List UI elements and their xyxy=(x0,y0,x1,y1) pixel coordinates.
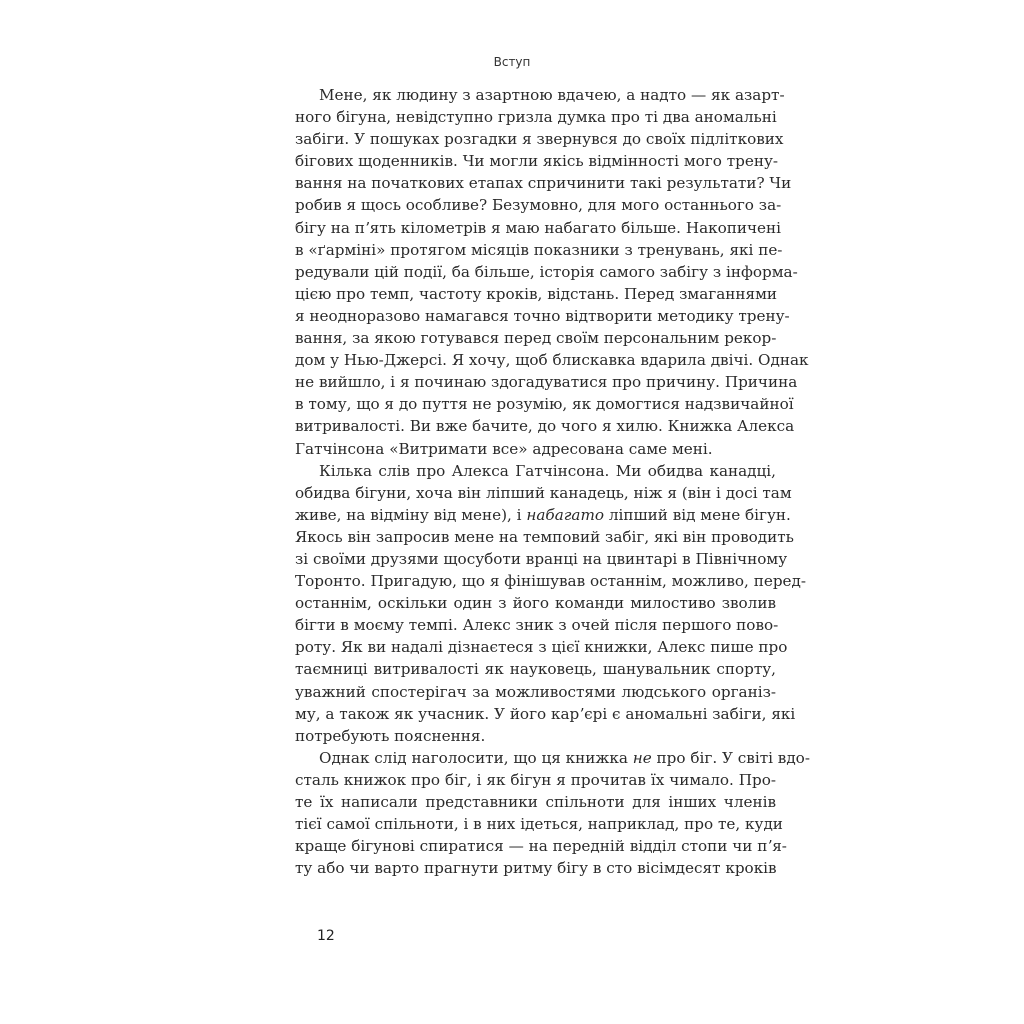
text-line: в «ґарміні» протягом місяців показники з тренувань, які пе- xyxy=(295,240,783,259)
text-line-with-emphasis xyxy=(295,747,810,769)
text-line: вання на початкових етапах спричинити такі результати? Чи xyxy=(295,174,792,193)
text-line: бігових щоденників. Чи могли якісь відмінності мого трену- xyxy=(295,152,779,171)
text-line: ного бігуна, невідступно гризла думка про ті два аномальні xyxy=(295,108,777,127)
text-segment: Однак слід наголосити, що ця книжка xyxy=(319,748,633,767)
text-line: Мене, як людину з азартною вдачею, а надто — як азарт- xyxy=(319,86,785,104)
text-line: забіги. У пошуках розгадки я звернувся до своїх підліткових xyxy=(295,130,784,149)
text-line: в тому, що я до пуття не розумію, як домогтися надзвичайної xyxy=(295,395,794,414)
text-line: я неодноразово намагався точно відтворити методику трену- xyxy=(295,306,790,325)
paragraph-3 xyxy=(295,747,810,880)
text-line: бігу на пʼять кілометрів я маю набагато більше. Накопичені xyxy=(295,218,782,237)
text-line: дом у Нью-Джерсі. Я хочу, щоб блискавка вдарила двічі. Однак xyxy=(295,351,809,370)
text-line: витривалості. Ви вже бачите, до чого я хилю. Книжка Алекса xyxy=(295,417,795,436)
text-line: таємниці витривалості як науковець, шанувальник спорту, xyxy=(295,660,776,679)
text-line: цією про темп, частоту кроків, відстань. Перед змаганнями xyxy=(295,284,778,303)
text-line: Гатчінсона «Витримати все» адресована саме мені. xyxy=(295,439,713,458)
text-line: те їх написали представники спільноти для інших членів xyxy=(295,793,776,811)
text-line: редували цій події, ба більше, історія самого забігу з інформа- xyxy=(295,262,798,281)
text-line: Якось він запросив мене на темповий забіг, які він проводить xyxy=(295,527,794,546)
body-text xyxy=(295,84,810,879)
text-line: му, а також як учасник. У його карʼєрі є аномальні забіги, які xyxy=(295,704,796,723)
text-line: останнім, оскільки один з його команди милостиво зволив xyxy=(295,594,776,613)
text-line: ту або чи варто прагнути ритму бігу в сто вісімдесят кроків xyxy=(295,859,777,878)
text-line: робив я щось особливе? Безумовно, для мого останнього за- xyxy=(295,196,782,215)
text-line: бігти в моєму темпі. Алекс зник з очей після першого пово- xyxy=(295,616,779,635)
text-line: зі своїми друзями щосуботи вранці на цвинтарі в Північному xyxy=(295,549,788,568)
text-line: сталь книжок про біг, і як бігун я прочитав їх чимало. Про- xyxy=(295,770,776,789)
page-number: 12 xyxy=(317,928,335,944)
text-line: не вийшло, і я починаю здогадуватися про причину. Причина xyxy=(295,373,798,392)
text-line: Торонто. Пригадую, що я фінішував останнім, можливо, перед- xyxy=(295,572,807,591)
text-line: краще бігунові спиратися — на передній відділ стопи чи пʼя- xyxy=(295,837,787,856)
text-segment: про біг. У світі вдо- xyxy=(651,748,810,767)
text-line: потребують пояснення. xyxy=(295,726,486,745)
text-line: обидва бігуни, хоча він ліпший канадець, ніж я (він і досі там xyxy=(295,483,792,502)
emphasis: набагато xyxy=(526,505,605,524)
text-line: уважний спостерігач за можливостями людського організ- xyxy=(295,682,776,701)
paragraph-2 xyxy=(295,460,807,747)
text-line-with-emphasis xyxy=(295,504,791,526)
text-segment: живе, на відміну від мене), і xyxy=(295,505,527,524)
text-line: вання, за якою готувався перед своїм персональним рекор- xyxy=(295,329,777,348)
text-line: роту. Як ви надалі дізнаєтеся з цієї книжки, Алекс пише про xyxy=(295,638,788,657)
emphasis: не xyxy=(632,748,652,767)
text-line: тієї самої спільноти, і в них ідеться, наприклад, про те, куди xyxy=(295,815,783,834)
paragraph-1 xyxy=(295,84,809,460)
text-line: Кілька слів про Алекса Гатчінсона. Ми обидва канадці, xyxy=(319,461,776,480)
text-segment: ліпший від мене бігун. xyxy=(604,505,791,524)
running-head: Вступ xyxy=(493,55,531,69)
